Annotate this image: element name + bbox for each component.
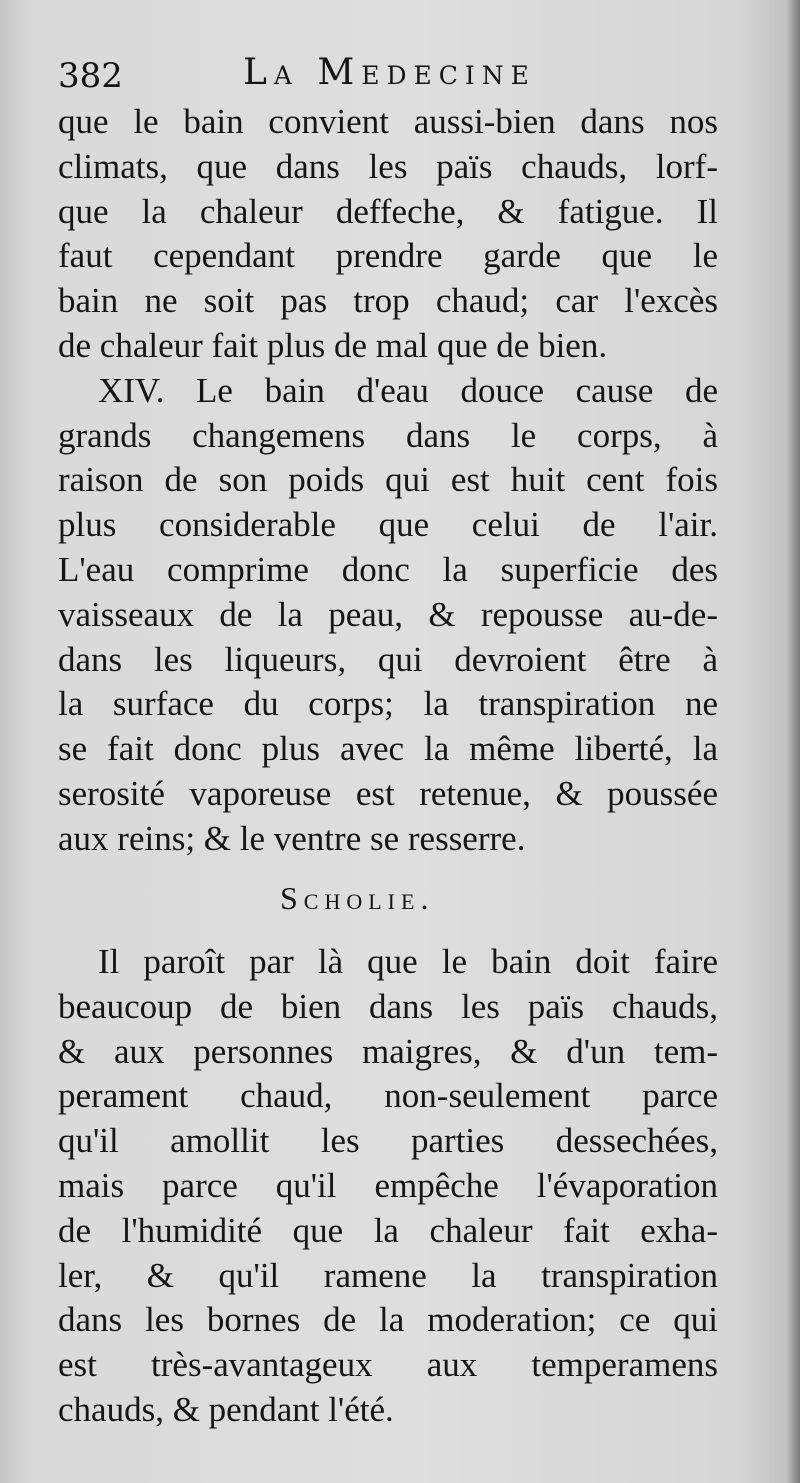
text-line: L'eau comprime donc la superficie des — [58, 549, 718, 589]
text-line: de l'humidité que la chaleur fait exha- — [58, 1210, 718, 1250]
text-line: que la chaleur deffeche, & fatigue. Il — [58, 191, 718, 231]
text-line: qu'il amollit les parties dessechées, — [58, 1121, 718, 1161]
text-line: chauds, & pendant l'été. — [58, 1389, 394, 1429]
text-line: climats, que dans les païs chauds, lorf- — [58, 146, 718, 186]
page-edge-shadow — [786, 0, 800, 1483]
page-number: 382 — [58, 56, 123, 96]
text-line: Il paroît par là que le bain doit faire — [98, 942, 718, 981]
text-line: la surface du corps; la transpiration ne — [58, 684, 718, 724]
text-line: perament chaud, non-seulement parce — [58, 1076, 718, 1116]
text-line: se fait donc plus avec la même liberté, la — [58, 729, 718, 769]
text-line: serosité vaporeuse est retenue, & poussée — [58, 773, 718, 813]
text-line: grands changemens dans le corps, à — [58, 415, 718, 455]
text-line: mais parce qu'il empêche l'évaporation — [58, 1165, 718, 1205]
page-header — [58, 52, 718, 102]
text-line: aux reins; & le ventre se resserre. — [58, 818, 526, 858]
text-line: plus considerable que celui de l'air. — [58, 505, 718, 545]
text-line: de chaleur fait plus de mal que de bien. — [58, 325, 608, 365]
text-line: ler, & qu'il ramene la transpiration — [58, 1255, 718, 1295]
main-text — [58, 100, 718, 862]
text-line: est très-avantageux aux temperamens — [58, 1345, 718, 1385]
text-line: dans les liqueurs, qui devroient être à — [58, 639, 718, 679]
text-line: vaisseaux de la peau, & repousse au-de- — [58, 594, 718, 634]
text-line: que le bain convient aussi-bien dans nos — [58, 102, 718, 141]
text-line: & aux personnes maigres, & d'un tem- — [58, 1031, 718, 1071]
text-line: XIV. Le bain d'eau douce cause de — [98, 370, 718, 410]
text-line: raison de son poids qui est huit cent fois — [58, 460, 718, 500]
text-line: beaucoup de bien dans les païs chauds, — [58, 986, 718, 1026]
text-line: bain ne soit pas trop chaud; car l'excès — [58, 281, 718, 321]
scholie-text — [58, 940, 718, 1433]
section-heading: Scholie. — [280, 880, 435, 916]
running-head: La Medecine — [243, 52, 536, 93]
text-line: dans les bornes de la moderation; ce qui — [58, 1300, 718, 1340]
text-line: faut cependant prendre garde que le — [58, 236, 718, 276]
